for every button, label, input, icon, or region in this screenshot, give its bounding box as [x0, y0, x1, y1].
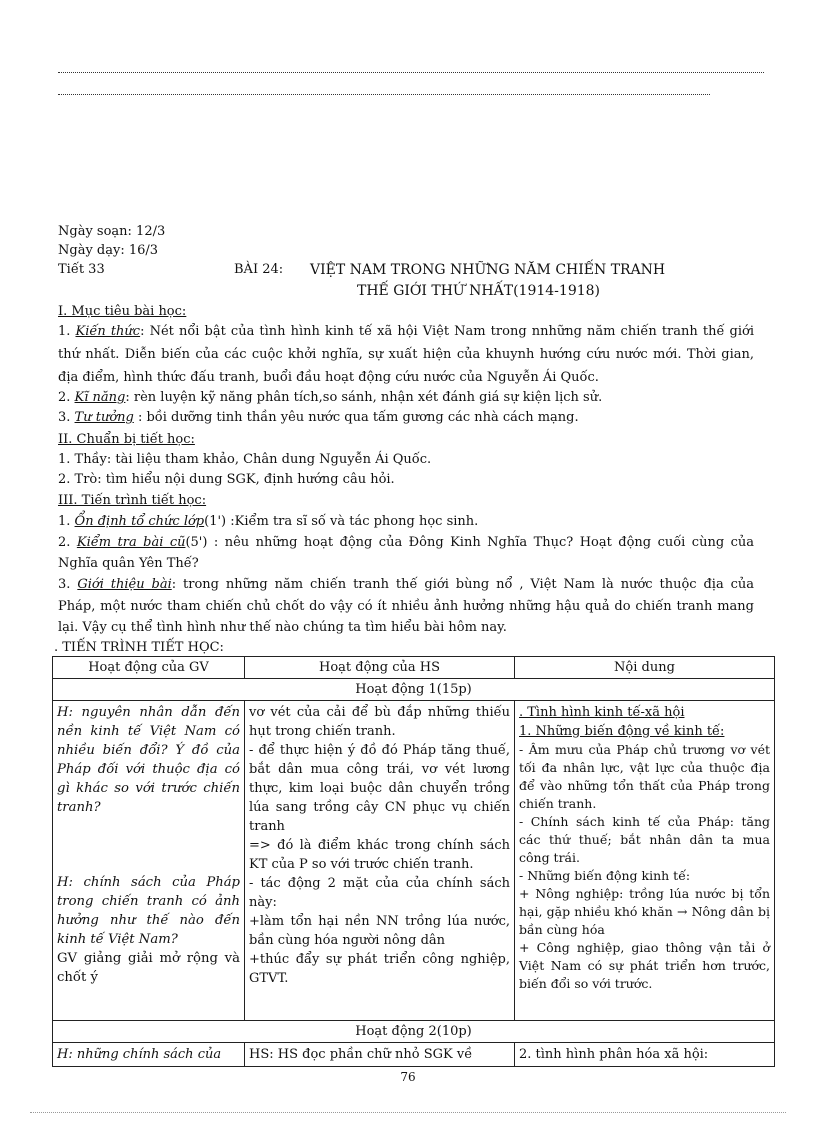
intro-line-3: lại. Vậy cụ thể tình hình như thế nào chúng ta tìm hiểu bài hôm nay. — [58, 620, 507, 635]
section-2-heading: II. Chuẩn bị tiết học: — [58, 432, 195, 447]
knowledge-line-3: địa điểm, hình thức đấu tranh, buổi đầu hoạt động cứu nước của Nguyễn Ái Quốc. — [58, 370, 599, 385]
class-organize: 1. Ổn định tổ chức lớp(1') :Kiểm tra sĩ số và tác phong học sinh. — [58, 514, 479, 529]
page-number: 76 — [400, 1070, 416, 1084]
dotted-line-1 — [58, 72, 764, 73]
teacher-question-1: H: nguyên nhân dẫn đến nền kinh tế Việt Nam có nhiều biến đổi? Ý đồ của Pháp đối với thuộc địa có gì khác so với trước chiến tranh? — [57, 705, 240, 815]
intro-line-1: 3. Giới thiệu bài: trong những năm chiến tranh thế giới bùng nổ , Việt Nam là nước thuộc địa của — [58, 577, 755, 592]
dotted-line-2 — [58, 94, 710, 95]
skill-line: 2. Kĩ năng: rèn luyện kỹ năng phân tích,so sánh, nhận xét đánh giá sự kiện lịch sử. — [58, 390, 603, 405]
old-lesson-check-line-2: Nghĩa quân Yên Thế? — [58, 556, 199, 571]
content-line: - Những biến động kinh tế: — [519, 868, 691, 883]
activity-2-title: Hoạt động 2(10p) — [53, 1021, 775, 1043]
content-line: - Chính sách kinh tế của Pháp: tăng các thứ thuế; bắt nhân dân ta mua công trái. — [519, 814, 770, 865]
activity-1-title-row — [53, 679, 775, 701]
activity-1-row — [53, 701, 775, 1021]
content-subheading: 1. Những biến động về kinh tế: — [519, 724, 725, 739]
activity-2-student: HS: HS đọc phần chữ nhỏ SGK về — [245, 1043, 515, 1067]
col-header-teacher: Hoạt động của GV — [53, 657, 245, 679]
activity-2-row — [53, 1043, 775, 1067]
content-line: + Nông nghiệp: trồng lúa nước bị tổn hại, gặp nhiều khó khăn → Nông dân bị bần cùng hóa — [519, 886, 770, 937]
lesson-label: BÀI 24: — [234, 262, 284, 277]
table-header-row — [53, 657, 775, 679]
col-header-content: Nội dung — [515, 657, 775, 679]
student-line: +làm tổn hại nền NN trồng lúa nước, bần cùng hóa người nông dân — [249, 914, 510, 948]
section-4-heading: . TIẾN TRÌNH TIẾT HỌC: — [54, 640, 224, 655]
student-line: => đó là điểm khác trong chính sách KT của P so với trước chiến tranh. — [249, 838, 510, 872]
bottom-dotted-border — [30, 1112, 786, 1113]
content-line: + Công nghiệp, giao thông vận tải ở Việt Nam có sự phát triển hơn trước, biến đổi so với trước. — [519, 940, 770, 991]
old-lesson-check-line-1: 2. Kiểm tra bài cũ(5') : nêu những hoạt động của Đông Kinh Nghĩa Thục? Hoạt động cuối cùng của — [58, 535, 754, 550]
prep-teacher: 1. Thầy: tài liệu tham khảo, Chân dung Nguyễn Ái Quốc. — [58, 452, 432, 467]
student-line: - để thực hiện ý đồ đó Pháp tăng thuế, bắt dân mua công trái, vơ vét lương thực, kim loại buộc dân chuyển trồng lúa sang trồng cây CN phục vụ chiến tranh — [249, 743, 510, 834]
section-3-heading: III. Tiến trình tiết học: — [58, 493, 207, 508]
col-header-student: Hoạt động của HS — [245, 657, 515, 679]
content-line: - Âm mưu của Pháp chủ trương vơ vét tối đa nhân lực, vật lực của thuộc địa để vào những tổn thất của Pháp trong chiến tranh. — [519, 742, 770, 811]
activity-2-title-row — [53, 1021, 775, 1043]
thought-line: 3. Tư tưởng : bồi dưỡng tinh thần yêu nước qua tấm gương các nhà cách mạng. — [58, 410, 579, 425]
prep-student: 2. Trò: tìm hiểu nội dung SGK, định hướng câu hỏi. — [58, 472, 395, 487]
activity-1-student — [245, 701, 515, 1021]
activity-1-teacher — [53, 701, 245, 1021]
teacher-question-2: H: chính sách của Pháp trong chiến tranh có ảnh hưởng như thế nào đến kinh tế Việt Nam? — [57, 875, 240, 947]
intro-line-2: Pháp, một nước tham chiến chủ chốt do vậy có ít nhiều ảnh hưởng những hậu quả do chiến tranh mang — [58, 599, 754, 614]
teacher-note: GV giảng giải mở rộng và chốt ý — [57, 951, 240, 985]
student-line: +thúc đẩy sự phát triển công nghiệp, GTVT. — [249, 952, 510, 986]
knowledge-line-1: 1. Kiến thức: Nét nổi bật của tình hình kinh tế xã hội Việt Nam trong nnhững năm chiến tranh thế giới — [58, 324, 755, 339]
student-line: - tác động 2 mặt của của chính sách này: — [249, 876, 510, 910]
date-prepared: Ngày soạn: 12/3 — [58, 224, 166, 239]
knowledge-line-2: thứ nhất. Diễn biến của các cuộc khởi nghĩa, sự xuất hiện của khuynh hướng cứu nước mới. Thời gian, — [58, 347, 754, 362]
activity-table — [52, 656, 775, 1067]
activity-2-content: 2. tình hình phân hóa xã hội: — [515, 1043, 775, 1067]
activity-1-content — [515, 701, 775, 1021]
lesson-title-line2: THẾ GIỚI THỨ NHẤT(1914-1918) — [357, 283, 601, 299]
activity-1-title: Hoạt động 1(15p) — [53, 679, 775, 701]
date-taught: Ngày dạy: 16/3 — [58, 243, 159, 258]
content-heading: . Tình hình kinh tế-xã hội — [519, 705, 685, 720]
section-1-heading: I. Mục tiêu bài học: — [58, 304, 187, 319]
lesson-title-line1: VIỆT NAM TRONG NHỮNG NĂM CHIẾN TRANH — [310, 262, 666, 278]
student-line: vơ vét của cải để bù đắp những thiếu hụt trong chiến tranh. — [249, 705, 510, 739]
activity-2-teacher: H: những chính sách của — [53, 1043, 245, 1067]
lesson-number: Tiết 33 — [58, 262, 105, 277]
